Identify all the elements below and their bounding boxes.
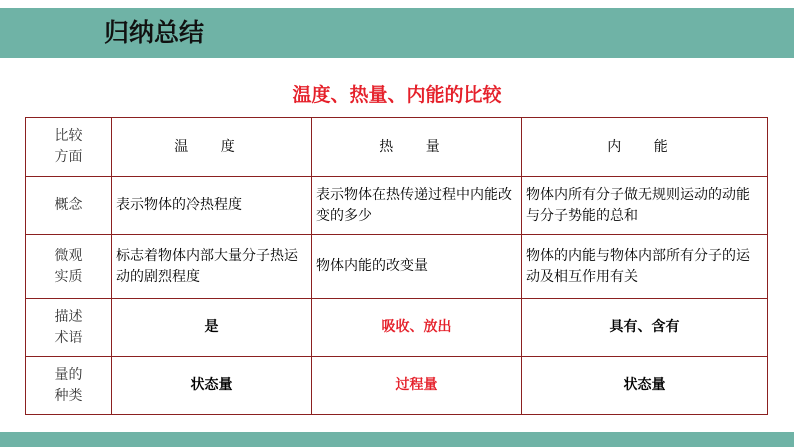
- header-bar: [0, 0, 794, 65]
- table-cell: 物体内能的改变量: [312, 235, 522, 299]
- header-cell-internal-energy: 内 能: [522, 118, 768, 177]
- row-label: 描述 术语: [26, 299, 112, 357]
- header-cell-temperature: 温 度: [112, 118, 312, 177]
- table-row: [26, 299, 768, 357]
- row-label: 微观 实质: [26, 235, 112, 299]
- table-cell: 表示物体的冷热程度: [112, 177, 312, 235]
- table-row: [26, 235, 768, 299]
- table-cell: 标志着物体内部大量分子热运动的剧烈程度: [112, 235, 312, 299]
- table-cell: 是: [112, 299, 312, 357]
- table-cell: 状态量: [112, 357, 312, 415]
- table-cell: 具有、含有: [522, 299, 768, 357]
- page-title: 归纳总结: [104, 18, 205, 47]
- table-cell: 吸收、放出: [312, 299, 522, 357]
- table-cell: 表示物体在热传递过程中内能改变的多少: [312, 177, 522, 235]
- row-label: 量的 种类: [26, 357, 112, 415]
- table-row: [26, 357, 768, 415]
- table-row: [26, 177, 768, 235]
- footer-bar: [0, 432, 794, 447]
- table-cell: 物体的内能与物体内部所有分子的运动及相互作用有关: [522, 235, 768, 299]
- table-header-row: [26, 118, 768, 177]
- table-cell: 过程量: [312, 357, 522, 415]
- comparison-table: [25, 117, 768, 415]
- header-cell-aspect: 比较 方面: [26, 118, 112, 177]
- row-label: 概念: [26, 177, 112, 235]
- header-cell-heat: 热 量: [312, 118, 522, 177]
- table-title: 温度、热量、内能的比较: [292, 84, 502, 106]
- table-cell: 状态量: [522, 357, 768, 415]
- table-cell: 物体内所有分子做无规则运动的动能与分子势能的总和: [522, 177, 768, 235]
